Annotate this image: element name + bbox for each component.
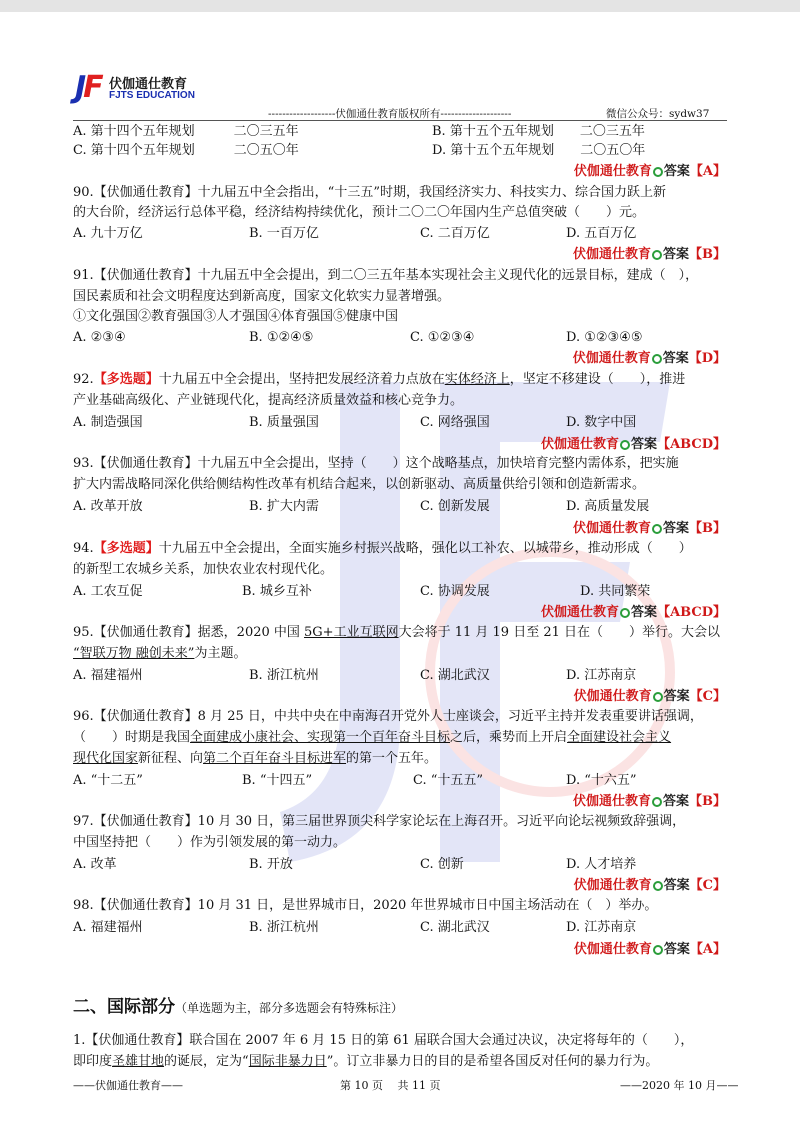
q91-option-b: B. ①②④⑤ (249, 330, 314, 345)
answer-value: 【B】 (689, 247, 726, 262)
q96-text-line1: 96.【伏伽通仕教育】8 月 25 日，中共中央在中南海召开党外人士座谈会，习近平主持并发表重要讲话强调， (73, 709, 703, 724)
q94-option-b: B. 城乡互补 (242, 584, 312, 599)
answer-source: 伏伽通仕教育 (573, 164, 652, 179)
answer-source: 伏伽通仕教育 (573, 689, 652, 704)
header-wechat: 微信公众号：sydw37 (606, 108, 710, 120)
q94-text-line2: 的新型工农城乡关系，加快农业农村现代化。 (73, 562, 334, 577)
answer-source: 伏伽通仕教育 (541, 437, 620, 452)
q91-option-d: D. ①②③④⑤ (566, 330, 643, 345)
answer-source: 伏伽通仕教育 (572, 247, 651, 262)
q93-text-line2: 扩大内需战略同深化供给侧结构性改革有机结合起来，以创新驱动、高质量供给引领和创造新需求。 (73, 477, 646, 492)
q92-number: 92. (73, 372, 94, 387)
q97-text-line2: 中国坚持把（ ）作为引领发展的第一动力。 (73, 835, 347, 850)
footer-page-number: 第 10 页 共 11 页 (340, 1079, 441, 1092)
q96-text-c: 新征程、向 (138, 751, 204, 766)
q96-underline-2: 全面建设社会主义 (567, 730, 672, 745)
answer-value: 【A】 (689, 164, 726, 179)
q98-option-a: A. 福建福州 (73, 920, 143, 935)
q98-option-b: B. 浙江杭州 (249, 920, 319, 935)
multi-choice-tag: 【多选题】 (93, 372, 159, 387)
q96-answer (573, 793, 726, 811)
answer-label: 答案 (663, 942, 690, 957)
q89-option-a: A. 第十四个五年规划 二〇三五年 (73, 124, 299, 139)
q95-theme: “智联万物 融创未来” (73, 646, 195, 661)
q92-answer (541, 436, 726, 454)
q95-option-a: A. 福建福州 (73, 668, 143, 683)
q90-option-a: A. 九十万亿 (73, 226, 143, 241)
q96-text-d: 的第一个五年。 (346, 751, 438, 766)
q93-text-line1: 93.【伏伽通仕教育】十九届五中全会提出，坚持（ ）这个战略基点，加快培育完整内需体系，把实施 (73, 456, 679, 471)
q91-option-c: C. ①②③④ (410, 330, 475, 345)
q95-option-b: B. 浙江杭州 (249, 668, 319, 683)
document-page (0, 12, 800, 1132)
q94-option-d: D. 共同繁荣 (580, 584, 651, 599)
answer-value: 【D】 (688, 351, 726, 366)
intl-q1-text-c: ”。订立非暴力日的目的是希望各国反对任何的暴力行为。 (326, 1054, 659, 1069)
q97-option-d: D. 人才培养 (566, 857, 637, 872)
header-rule (73, 120, 727, 121)
wechat-icon (652, 524, 662, 534)
q94-option-a: A. 工农互促 (73, 584, 143, 599)
q98-text-line1: 98.【伏伽通仕教育】10 月 31 日，是世界城市日，2020 年世界城市日中国主场活动在（ ）举办。 (73, 898, 658, 913)
wechat-icon (653, 881, 663, 891)
answer-value: 【ABCD】 (657, 437, 726, 452)
q92-option-a: A. 制造强国 (73, 415, 143, 430)
q89-option-c: C. 第十四个五年规划 二〇五〇年 (73, 143, 299, 158)
q96-text-line3 (73, 750, 437, 768)
answer-value: 【A】 (689, 942, 726, 957)
wechat-icon (652, 797, 662, 807)
answer-label: 答案 (631, 437, 658, 452)
footer-date: ——2020 年 10 月—— (620, 1079, 739, 1092)
q96-text-b: 之后，乘势而上开启 (450, 730, 568, 745)
answer-label: 答案 (663, 689, 690, 704)
q94-number: 94. (73, 541, 94, 556)
answer-label: 答案 (663, 878, 690, 893)
q93-answer (573, 520, 726, 538)
q90-answer (573, 246, 726, 264)
q97-option-a: A. 改革 (73, 857, 117, 872)
q92-text-line1 (73, 371, 685, 389)
q90-option-c: C. 二百万亿 (420, 226, 490, 241)
q90-text-line2: 的大台阶，经济运行总体平稳，经济结构持续优化，预计二〇二〇年国内生产总值突破（ ）元。 (73, 205, 646, 220)
intl-q1-text-b: 的诞辰，定为“ (164, 1054, 249, 1069)
q96-option-b: B. “十四五” (242, 773, 313, 788)
q95-text-line2 (73, 645, 246, 663)
answer-source: 伏伽通仕教育 (573, 878, 652, 893)
q89-option-b: B. 第十五个五年规划 二〇三五年 (432, 124, 645, 139)
wechat-icon (620, 608, 630, 618)
q93-option-b: B. 扩大内需 (249, 499, 319, 514)
logo-mark: JF (75, 70, 101, 105)
q91-text-line2: 国民素质和社会文明程度达到新高度，国家文化软实力显著增强。 (73, 289, 451, 304)
q95-option-c: C. 湖北武汉 (420, 668, 490, 683)
intl-q1-text-a: 即印度 (73, 1054, 113, 1069)
answer-source: 伏伽通仕教育 (573, 942, 652, 957)
q95-answer (574, 688, 726, 706)
answer-source: 伏伽通仕教育 (572, 521, 651, 536)
q98-answer (574, 941, 726, 959)
q93-option-d: D. 高质量发展 (566, 499, 650, 514)
answer-label: 答案 (662, 247, 689, 262)
q97-text-line1: 97.【伏伽通仕教育】10 月 30 日，第三届世界顶尖科学家论坛在上海召开。习近平向论坛视频致辞强调， (73, 814, 686, 829)
header-copyright: -------------------伏伽通仕教育版权所有-------------------- (268, 108, 512, 120)
q96-option-c: C. “十五五” (413, 773, 484, 788)
q92-text-b: ，坚定不移建设（ ），推进 (509, 372, 686, 387)
q95-text-c: 为主题。 (194, 646, 247, 661)
q90-option-d: D. 五百万亿 (566, 226, 637, 241)
wechat-icon (653, 692, 663, 702)
q96-text-a: （ ）时期是我国 (73, 730, 191, 745)
q95-underline: 5G+工业互联网 (304, 625, 399, 640)
q98-option-c: C. 湖北武汉 (420, 920, 490, 935)
q89-answer (574, 163, 726, 181)
wechat-icon (652, 250, 662, 260)
q95-text-line1 (73, 624, 720, 642)
answer-source: 伏伽通仕教育 (541, 605, 620, 620)
answer-source: 伏伽通仕教育 (572, 351, 651, 366)
answer-value: 【B】 (689, 521, 726, 536)
answer-value: 【ABCD】 (657, 605, 726, 620)
q91-text-line1: 91.【伏伽通仕教育】十九届五中全会提出，到二〇三五年基本实现社会主义现代化的远景目标，建成（ ）， (73, 268, 699, 283)
q92-underline: 实体经济上 (444, 372, 510, 387)
q94-option-c: C. 协调发展 (420, 584, 490, 599)
q92-text-line2: 产业基础高级化、产业链现代化，提高经济质量效益和核心竞争力。 (73, 393, 464, 408)
answer-label: 答案 (663, 164, 690, 179)
intl-q1-text-line1: 1.【伏伽通仕教育】联合国在 2007 年 6 月 15 日的第 61 届联合国大会通过决议，决定将每年的（ ）， (73, 1033, 694, 1048)
section-note: （单选题为主，部分多选题会有特殊标注） (175, 1001, 404, 1015)
wechat-icon (620, 440, 630, 450)
q96-underline-4: 第二个百年奋斗目标进军 (203, 751, 347, 766)
q96-option-d: D. “十六五” (566, 773, 637, 788)
q94-answer (541, 604, 726, 622)
q96-underline-1: 全面建成小康社会、实现第一个百年奋斗目标 (190, 730, 451, 745)
q97-answer (574, 877, 726, 895)
q95-text-a: 95.【伏伽通仕教育】据悉，2020 中国 (73, 625, 305, 640)
brand-name-en: FJTS EDUCATION (109, 90, 195, 101)
q92-text-a: 十九届五中全会提出，坚持把发展经济着力点放在 (158, 372, 445, 387)
q96-underline-3: 现代化国家 (73, 751, 139, 766)
q92-option-d: D. 数字中国 (566, 415, 637, 430)
intl-q1-underline-1: 圣雄甘地 (112, 1054, 165, 1069)
q91-option-a: A. ②③④ (73, 330, 126, 345)
answer-label: 答案 (631, 605, 658, 620)
q90-text-line1: 90.【伏伽通仕教育】十九届五中全会指出，“十三五”时期，我国经济实力、科技实力、综合国力跃上新 (73, 185, 666, 200)
section-title: 二、国际部分 (73, 997, 175, 1017)
q97-option-b: B. 开放 (249, 857, 293, 872)
wechat-icon (652, 354, 662, 364)
q90-option-b: B. 一百万亿 (249, 226, 319, 241)
q96-text-line2 (73, 729, 671, 747)
q92-option-c: C. 网络强国 (420, 415, 490, 430)
q98-option-d: D. 江苏南京 (566, 920, 637, 935)
q94-text-a: 十九届五中全会提出，全面实施乡村振兴战略，强化以工补农、以城带乡，推动形成（ ） (158, 541, 692, 556)
q95-option-d: D. 江苏南京 (566, 668, 637, 683)
q93-option-c: C. 创新发展 (420, 499, 490, 514)
wechat-icon (653, 167, 663, 177)
q89-option-d: D. 第十五个五年规划 二〇五〇年 (432, 143, 646, 158)
answer-label: 答案 (662, 351, 689, 366)
answer-label: 答案 (662, 521, 689, 536)
answer-value: 【B】 (689, 794, 726, 809)
intl-q1-text-line2 (73, 1053, 658, 1071)
q91-answer (573, 350, 726, 368)
wechat-icon (653, 945, 663, 955)
footer-brand: ——伏伽通仕教育—— (73, 1079, 183, 1092)
brand-name-cn: 伏伽通仕教育 (109, 77, 188, 92)
answer-value: 【C】 (689, 878, 726, 893)
q94-text-line1 (73, 540, 692, 558)
answer-value: 【C】 (689, 689, 726, 704)
q93-option-a: A. 改革开放 (73, 499, 143, 514)
section-heading (73, 992, 403, 1017)
q95-text-b: 大会将于 11 月 19 日至 21 日在（ ）举行。大会以 (398, 625, 721, 640)
intl-q1-underline-2: 国际非暴力日 (248, 1054, 327, 1069)
q91-text-line3: ①文化强国②教育强国③人才强国④体育强国⑤健康中国 (73, 309, 399, 324)
multi-choice-tag: 【多选题】 (93, 541, 159, 556)
q96-option-a: A. “十二五” (73, 773, 143, 788)
q92-option-b: B. 质量强国 (249, 415, 319, 430)
q97-option-c: C. 创新 (420, 857, 464, 872)
answer-label: 答案 (662, 794, 689, 809)
answer-source: 伏伽通仕教育 (572, 794, 651, 809)
